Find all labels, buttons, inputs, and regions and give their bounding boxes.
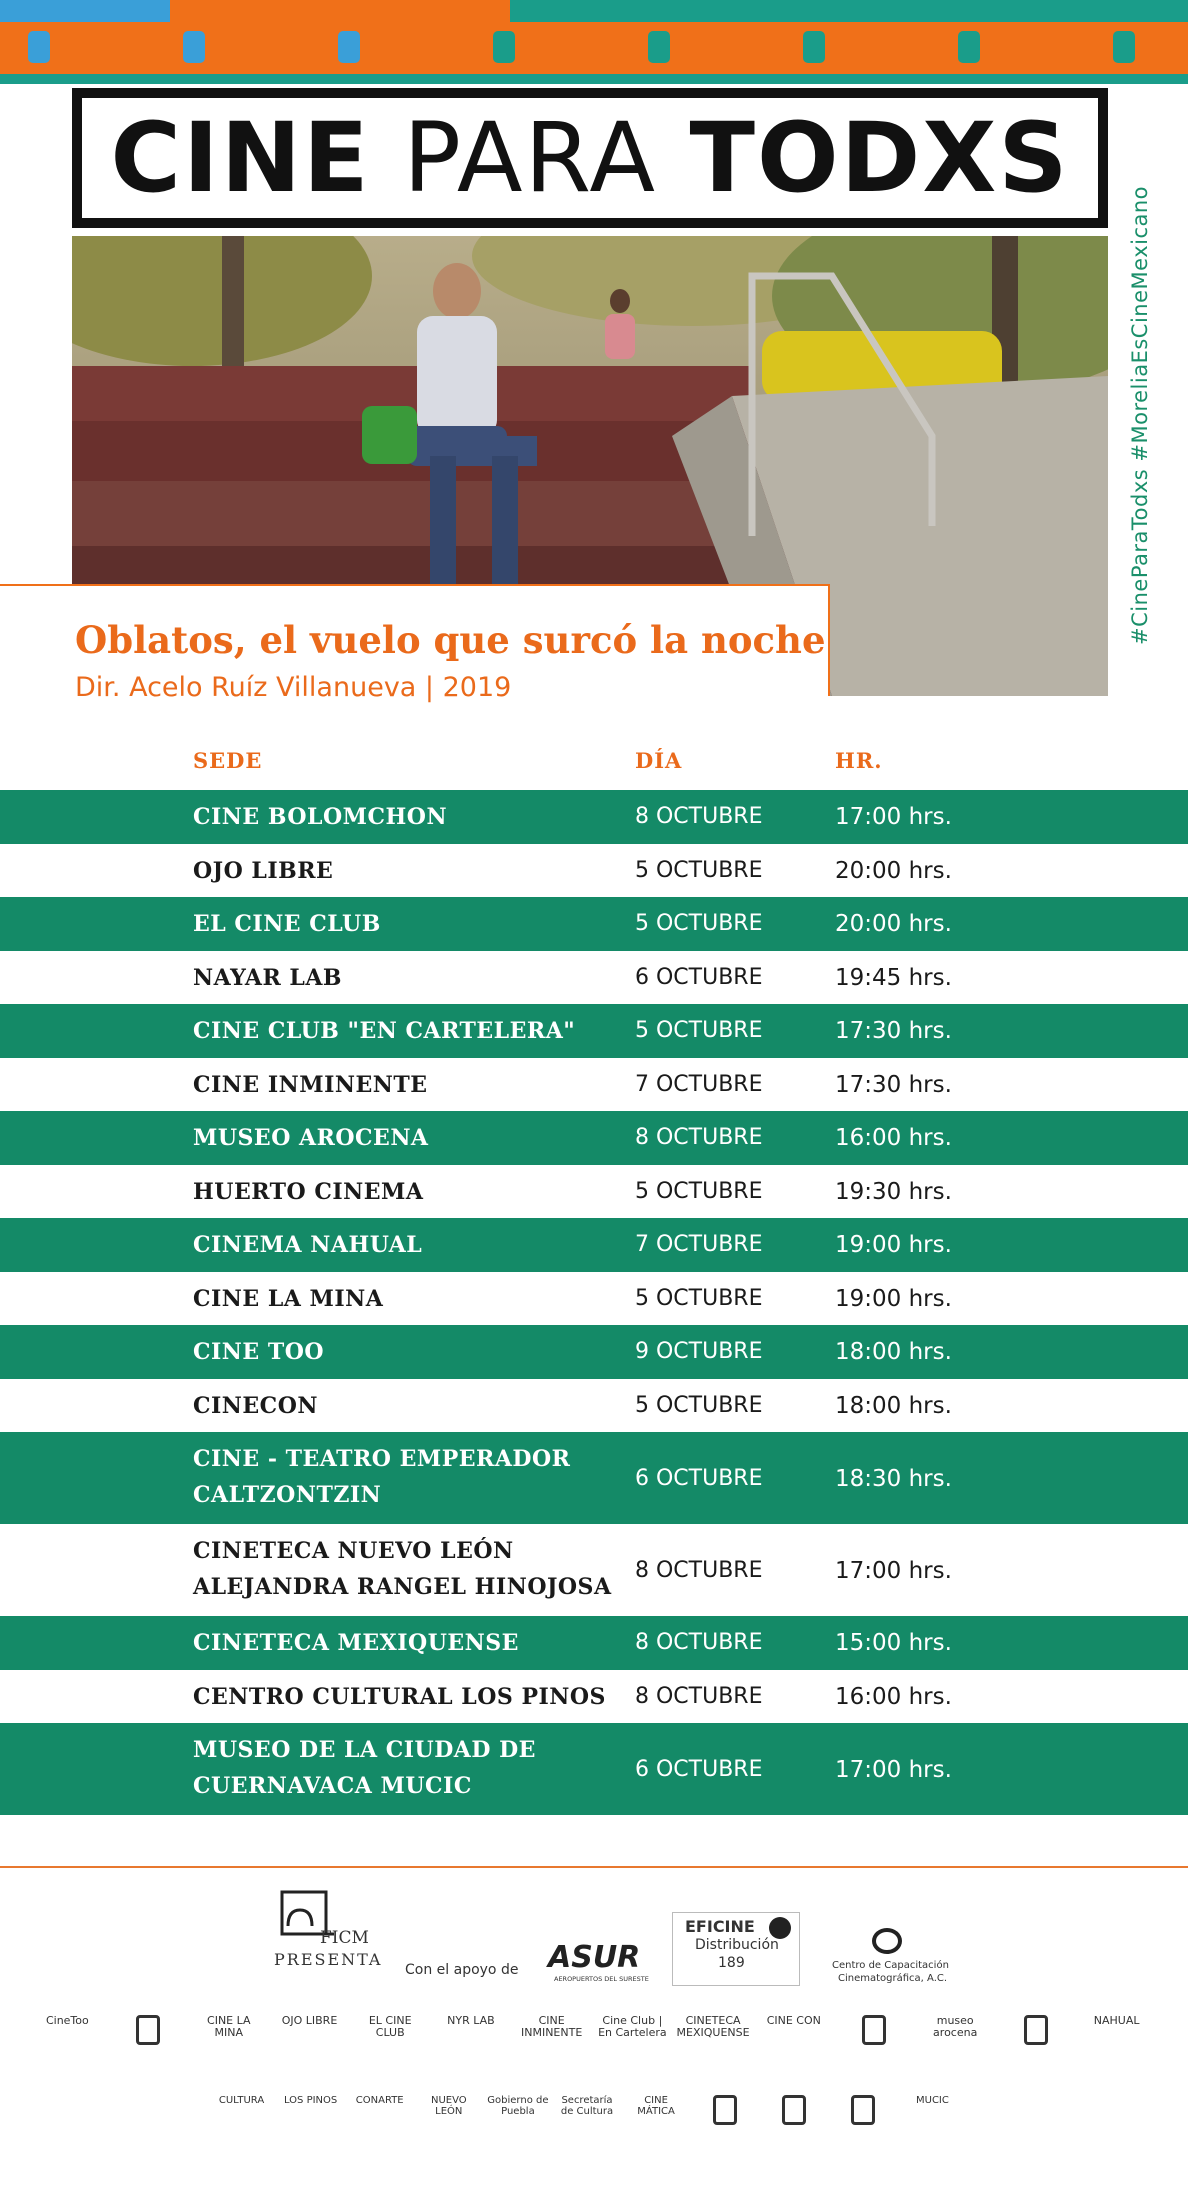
eficine-logo bbox=[672, 1912, 800, 1986]
partner-emblem-icon bbox=[851, 2095, 875, 2125]
partner-logo: OJO LIBRE bbox=[281, 2014, 338, 2027]
partner-logo: CULTURA bbox=[218, 2095, 265, 2106]
ccc-logo bbox=[828, 1928, 948, 1988]
partner-logo: EL CINE CLUB bbox=[368, 2014, 412, 2040]
screening-date: 5 OCTUBRE bbox=[635, 857, 763, 883]
table-row bbox=[0, 844, 1188, 898]
screening-date: 8 OCTUBRE bbox=[635, 1630, 763, 1655]
screening-date: 5 OCTUBRE bbox=[635, 1392, 763, 1418]
eficine-reel-icon bbox=[769, 1917, 791, 1939]
screening-time: 18:00 hrs. bbox=[835, 1392, 952, 1419]
venue-name: MUSEO DE LA CIUDAD DE CUERNAVACA MUCIC bbox=[193, 1737, 536, 1799]
partner-logo: Gobierno de Puebla bbox=[487, 2095, 549, 2117]
page-title bbox=[111, 102, 1070, 214]
asur-logo bbox=[548, 1940, 648, 1990]
venue-name: CINE BOLOMCHON bbox=[193, 804, 448, 830]
table-row bbox=[0, 1432, 1188, 1524]
table-row bbox=[0, 790, 1188, 844]
ficm-logo bbox=[270, 1886, 383, 1986]
asur-sub: AEROPUERTOS DEL SURESTE bbox=[554, 1975, 649, 1983]
screening-time: 17:00 hrs. bbox=[835, 1757, 952, 1783]
title-box bbox=[72, 88, 1108, 228]
venue-name: CINE CLUB "EN CARTELERA" bbox=[193, 1018, 576, 1044]
ficm-name: FICM bbox=[320, 1928, 369, 1948]
partner-emblem-icon bbox=[782, 2095, 806, 2125]
screening-date: 6 OCTUBRE bbox=[635, 1757, 763, 1782]
partner-logo: museo arocena bbox=[933, 2014, 978, 2040]
screening-time: 20:00 hrs. bbox=[835, 911, 952, 937]
screening-date: 5 OCTUBRE bbox=[635, 911, 763, 936]
film-title: Oblatos, el vuelo que surcó la noche bbox=[75, 618, 826, 662]
screening-date: 5 OCTUBRE bbox=[635, 1285, 763, 1311]
table-row bbox=[0, 1165, 1188, 1219]
venue-name: CINETECA NUEVO LEÓN ALEJANDRA RANGEL HINOJOSA bbox=[193, 1538, 612, 1600]
screening-date: 6 OCTUBRE bbox=[635, 1466, 763, 1491]
partner-emblem-icon bbox=[1024, 2015, 1048, 2045]
partner-logo: NUEVO LEÓN bbox=[430, 2095, 467, 2117]
venue-name: CINE TOO bbox=[193, 1339, 325, 1365]
venue-name: CINECON bbox=[193, 1392, 318, 1419]
partner-logo: CINE INMINENTE bbox=[520, 2014, 583, 2040]
header-dia: DÍA bbox=[635, 748, 683, 773]
screening-date: 8 OCTUBRE bbox=[635, 1125, 763, 1150]
venue-name: CINETECA MEXIQUENSE bbox=[193, 1630, 519, 1656]
venue-name: HUERTO CINEMA bbox=[193, 1178, 424, 1205]
screening-date: 8 OCTUBRE bbox=[635, 804, 763, 829]
partner-logo bbox=[837, 2015, 912, 2045]
partner-logo bbox=[111, 2015, 186, 2045]
title-cine: CINE bbox=[110, 102, 371, 214]
eficine-number: 189 bbox=[718, 1955, 745, 1971]
venue-name: CENTRO CULTURAL LOS PINOS bbox=[193, 1683, 606, 1710]
table-row bbox=[0, 1723, 1188, 1815]
table-row bbox=[0, 1111, 1188, 1165]
table-row bbox=[0, 1670, 1188, 1724]
screening-date: 7 OCTUBRE bbox=[635, 1071, 763, 1097]
screening-time: 16:00 hrs. bbox=[835, 1683, 952, 1710]
screening-date: 8 OCTUBRE bbox=[635, 1558, 763, 1583]
partner-logo: CINE MÁTICA bbox=[637, 2095, 675, 2117]
venue-name: MUSEO AROCENA bbox=[193, 1125, 429, 1151]
eficine-name: EFICINE bbox=[685, 1917, 755, 1936]
partner-emblem-icon bbox=[862, 2015, 886, 2045]
partner-logo: CINETECA MEXIQUENSE bbox=[676, 2014, 750, 2040]
partner-emblem-icon bbox=[713, 2095, 737, 2125]
table-row bbox=[0, 1004, 1188, 1058]
partner-logo: NYR LAB bbox=[447, 2014, 495, 2027]
venue-name: EL CINE CLUB bbox=[193, 911, 381, 937]
screening-time: 16:00 hrs. bbox=[835, 1125, 952, 1151]
asur-name: ASUR bbox=[548, 1940, 641, 1975]
ccc-eye-icon bbox=[872, 1928, 902, 1954]
table-row bbox=[0, 1616, 1188, 1670]
ccc-name: Centro de Capacitación bbox=[832, 1960, 949, 1971]
partner-logo bbox=[999, 2015, 1074, 2045]
venue-name: OJO LIBRE bbox=[193, 857, 334, 884]
screening-time: 19:45 hrs. bbox=[835, 964, 952, 991]
eficine-distribucion: Distribución bbox=[695, 1937, 779, 1953]
table-row bbox=[0, 1325, 1188, 1379]
partner-logo: Secretaría de Cultura bbox=[560, 2095, 614, 2117]
partner-logo bbox=[832, 2095, 895, 2125]
venue-name: CINE INMINENTE bbox=[193, 1071, 428, 1098]
partner-logos-row-2 bbox=[210, 2095, 970, 2135]
screening-date: 7 OCTUBRE bbox=[635, 1232, 763, 1257]
film-strip-banner bbox=[0, 0, 1188, 84]
partner-logo: NAHUAL bbox=[1093, 2014, 1140, 2027]
partner-logo: LOS PINOS bbox=[283, 2095, 338, 2106]
screening-time: 15:00 hrs. bbox=[835, 1630, 952, 1656]
screening-time: 17:30 hrs. bbox=[835, 1018, 952, 1044]
partner-logo bbox=[763, 2095, 826, 2125]
screening-date: 5 OCTUBRE bbox=[635, 1178, 763, 1204]
venue-name: CINE LA MINA bbox=[193, 1285, 384, 1312]
table-row bbox=[0, 1058, 1188, 1112]
screening-date: 8 OCTUBRE bbox=[635, 1683, 763, 1709]
partner-logo: CINE CON bbox=[766, 2014, 821, 2027]
partner-logo: CineToo bbox=[45, 2014, 89, 2027]
venue-name: CINEMA NAHUAL bbox=[193, 1232, 423, 1258]
table-row bbox=[0, 1218, 1188, 1272]
venue-name: NAYAR LAB bbox=[193, 964, 343, 991]
hashtags bbox=[1128, 175, 1168, 645]
partner-logo: Cine Club | En Cartelera bbox=[598, 2014, 667, 2040]
header-hr: HR. bbox=[835, 748, 883, 773]
partner-logo: CONARTE bbox=[355, 2095, 404, 2106]
screening-time: 19:00 hrs. bbox=[835, 1232, 952, 1258]
venue-name: CINE - TEATRO EMPERADOR CALTZONTZIN bbox=[193, 1446, 571, 1508]
table-row bbox=[0, 897, 1188, 951]
partner-logo bbox=[694, 2095, 757, 2125]
table-row bbox=[0, 1379, 1188, 1433]
film-director-year: Dir. Acelo Ruíz Villanueva | 2019 bbox=[75, 672, 512, 703]
screening-date: 6 OCTUBRE bbox=[635, 964, 763, 990]
screening-time: 17:00 hrs. bbox=[835, 1558, 952, 1584]
title-todxs: TODXS bbox=[689, 102, 1070, 214]
footer-divider bbox=[0, 1866, 1188, 1868]
table-row bbox=[0, 951, 1188, 1005]
screening-time: 17:00 hrs. bbox=[835, 804, 952, 830]
screening-time: 18:00 hrs. bbox=[835, 1339, 952, 1365]
ccc-sub: Cinematográfica, A.C. bbox=[838, 1973, 948, 1984]
screening-time: 20:00 hrs. bbox=[835, 857, 952, 884]
partner-logos-row-1 bbox=[30, 2015, 1160, 2065]
screening-date: 5 OCTUBRE bbox=[635, 1018, 763, 1043]
header-sede: SEDE bbox=[193, 748, 263, 773]
screening-time: 18:30 hrs. bbox=[835, 1466, 952, 1492]
partner-logo: MUCIC bbox=[916, 2095, 949, 2106]
title-para: PARA bbox=[403, 102, 658, 214]
screening-time: 17:30 hrs. bbox=[835, 1071, 952, 1098]
table-row bbox=[0, 1272, 1188, 1326]
screening-date: 9 OCTUBRE bbox=[635, 1339, 763, 1364]
partner-logo: CINE LA MINA bbox=[207, 2014, 251, 2040]
partner-emblem-icon bbox=[136, 2015, 160, 2045]
screening-time: 19:00 hrs. bbox=[835, 1285, 952, 1312]
hashtag-text: #CineParaTodxs #MoreliaEsCineMexicano bbox=[1128, 185, 1152, 645]
screening-time: 19:30 hrs. bbox=[835, 1178, 952, 1205]
support-label: Con el apoyo de bbox=[405, 1962, 519, 1978]
table-row bbox=[0, 1524, 1188, 1616]
ficm-presenta: PRESENTA bbox=[274, 1950, 383, 1969]
